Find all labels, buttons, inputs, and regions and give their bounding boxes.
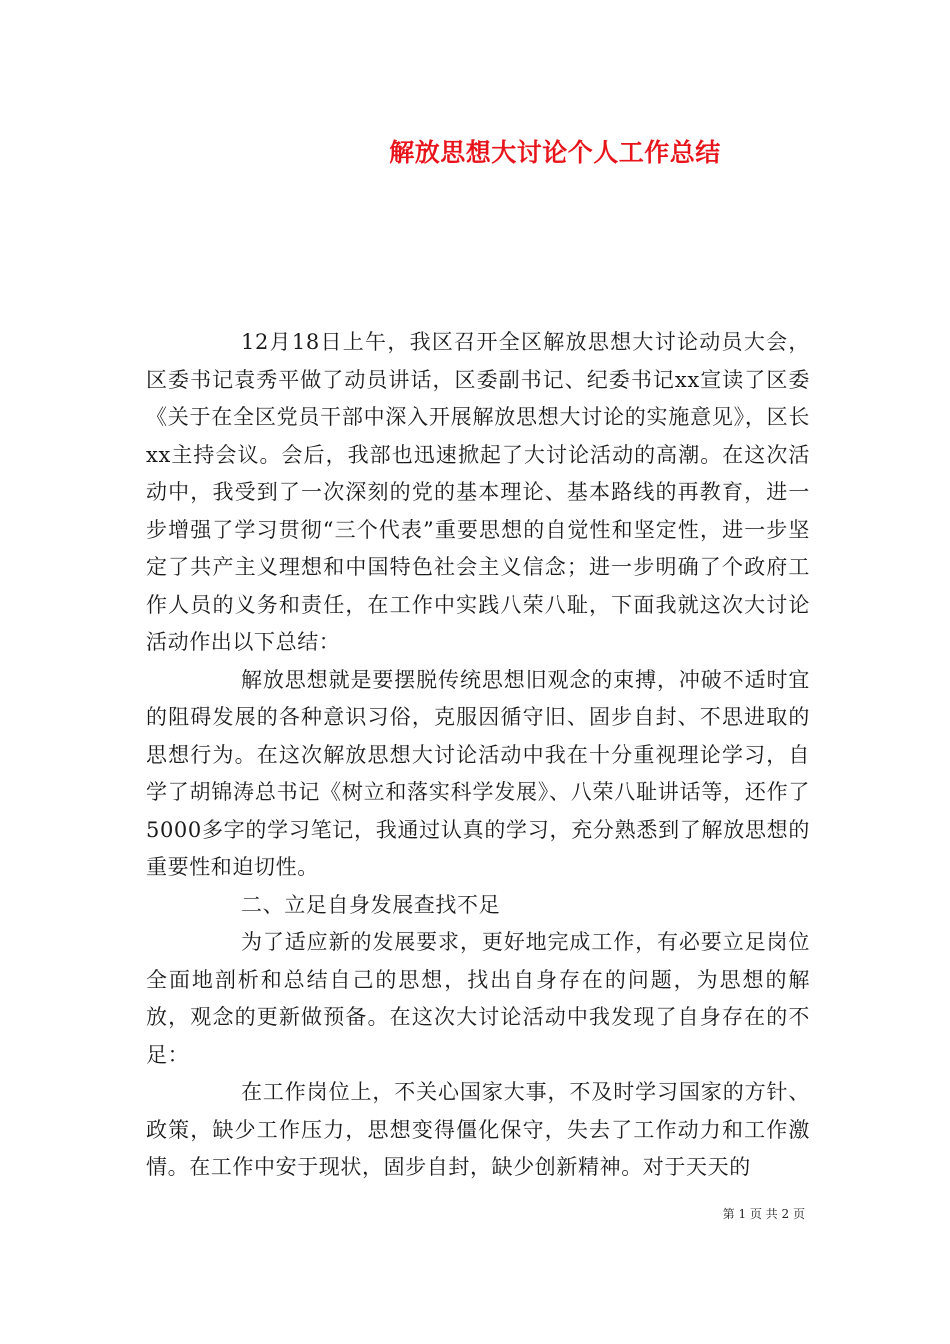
paragraph: 为了适应新的发展要求，更好地完成工作，有必要立足岗位全面地剖析和总结自己的思想，找出自身存在的问题，为思想的解放，观念的更新做预备。在这次大讨论活动中我发现了自身存在的不足： — [146, 930, 810, 1067]
paragraph: 12月18日上午，我区召开全区解放思想大讨论动员大会，区委书记袁秀平做了动员讲话，区委副书记、纪委书记xx宣读了区委《关于在全区党员干部中深入开展解放思想大讨论的实施意见》，区长xx主持会议。会后，我部也迅速掀起了大讨论活动的高潮。在这次活动中，我受到了一次深刻的党的基本理论、基本路线的再教育，进一步增强了学习贯彻“三个代表”重要思想的自觉性和坚定性，进一步坚定了共产主义理想和中国特色社会主义信念；进一步明确了个政府工作人员的义务和责任，在工作中实践八荣八耻，下面我就这次大讨论活动作出以下总结： — [146, 330, 810, 654]
paragraph: 解放思想就是要摆脱传统思想旧观念的束搏，冲破不适时宜的阻碍发展的各种意识习俗，克服因循守旧、固步自封、不思进取的思想行为。在这次解放思想大讨论活动中我在十分重视理论学习，自学了胡锦涛总书记《树立和落实科学发展》、八荣八耻讲话等，还作了5000多字的学习笔记，我通过认真的学习，充分熟悉到了解放思想的重要性和迫切性。 — [146, 667, 810, 879]
document-title: 解放思想大讨论个人工作总结 — [389, 138, 721, 167]
document-body — [146, 324, 810, 1187]
paragraph: 在工作岗位上，不关心国家大事，不及时学习国家的方针、政策，缺少工作压力，思想变得僵化保守，失去了工作动力和工作激情。在工作中安于现状，固步自封，缺少创新精神。对于天天的 — [146, 1080, 810, 1179]
section-heading: 二、立足自身发展查找不足 — [241, 892, 501, 917]
page-number: 第 1 页 共 2 页 — [722, 1207, 805, 1221]
